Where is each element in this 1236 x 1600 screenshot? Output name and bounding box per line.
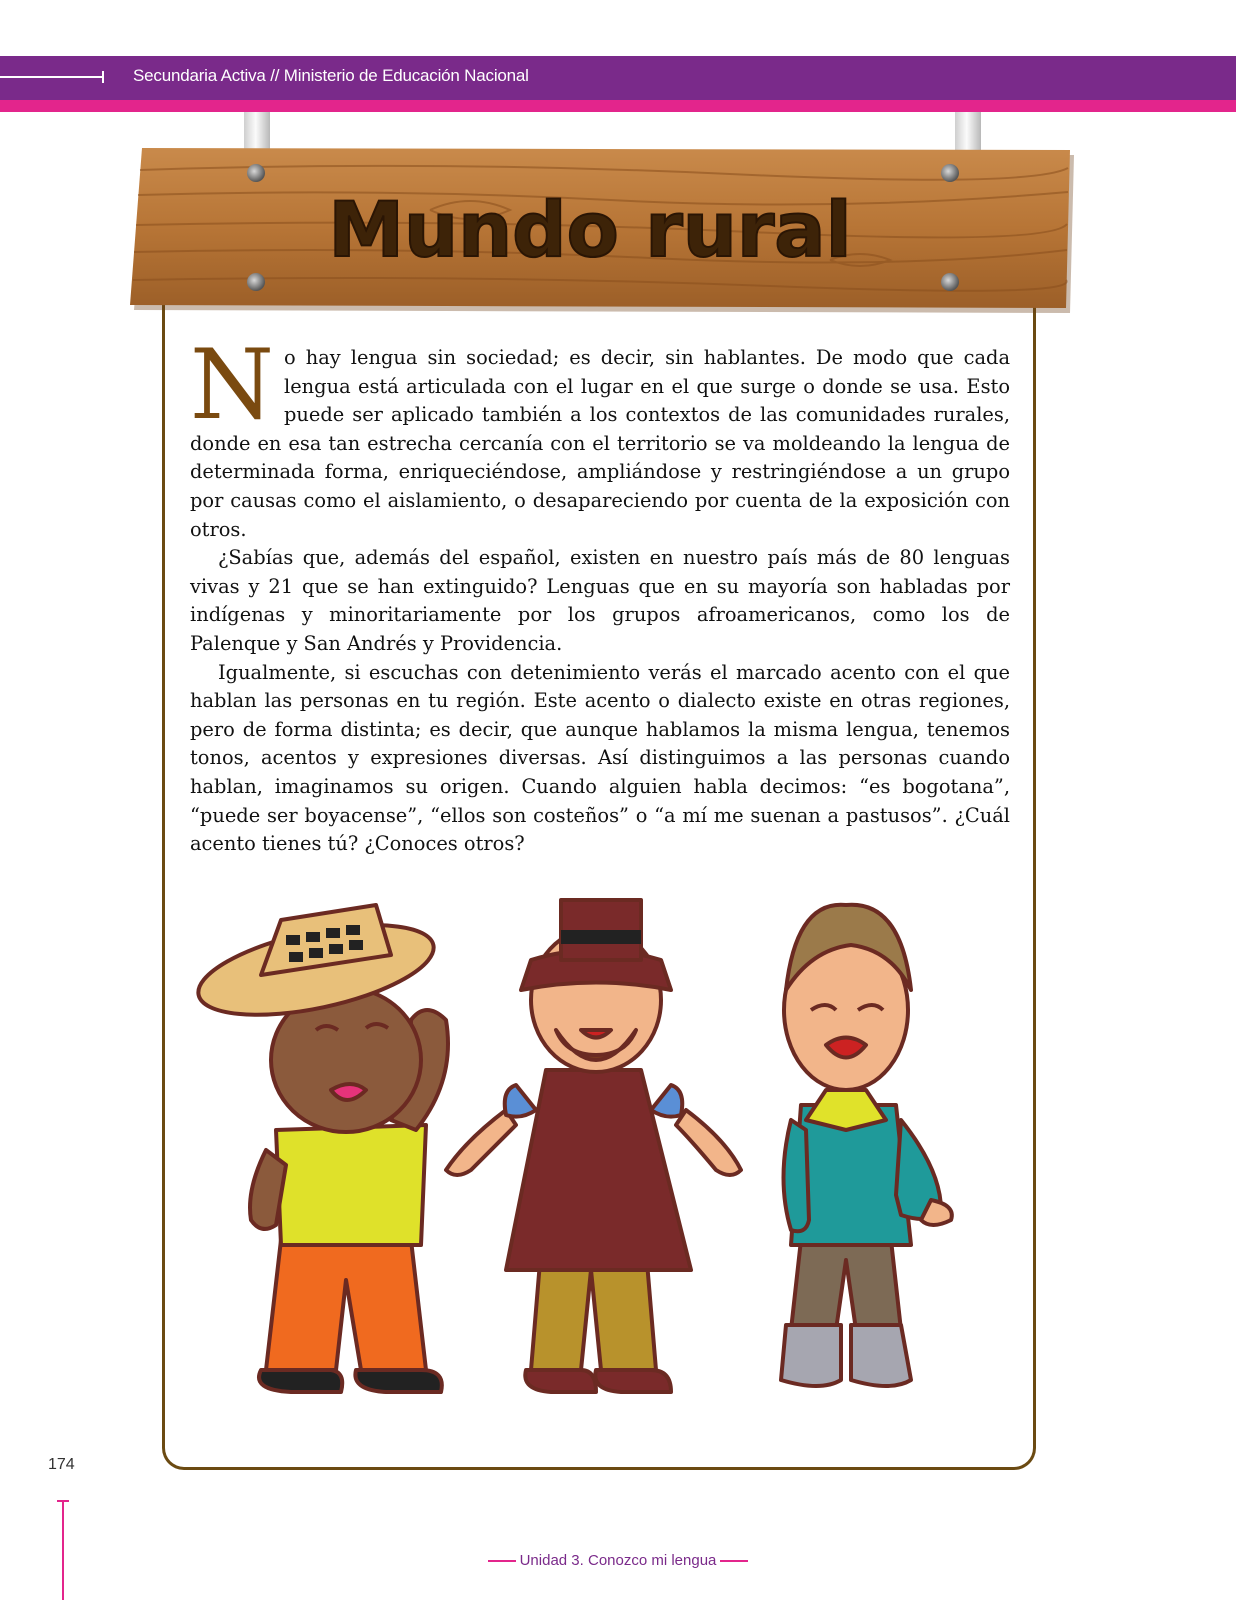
sign-title: Mundo rural: [328, 185, 852, 274]
header-rule-tick: [102, 71, 104, 83]
paragraph-2: ¿Sabías que, además del español, existen en nuestro país más de 80 lenguas vivas y 21 que se han extinguido? Lenguas que en su mayoría son habladas por indígenas y minoritariamente por los grupos afroamericanos, como los de Palenque y San Andrés y Providencia.: [190, 546, 1010, 655]
paragraph-3: Igualmente, si escuchas con detenimiento verás el marcado acento con el que hablan las personas en tu región. Este acento o dialecto existe en otras regiones, pero de forma distinta; es decir, que aunque hablamos la misma lengua, tenemos tonos, acentos y expresiones diversas. Así distinguimos a las personas cuando hablan, imaginamos su origen. Cuando alguien habla decimos: “es bogotana”, “puede ser boyacense”, “ellos son costeños” o “a mí me suenan a pastusos”. ¿Cuál acento tienes tú? ¿Conoces otros?: [190, 660, 1010, 856]
footer-bar-right: [720, 1560, 748, 1562]
footer-unit-title: Conozco mi lengua: [587, 1552, 717, 1569]
footer-bar-left: [488, 1560, 516, 1562]
paragraph-1: [190, 329, 1010, 544]
character-boyacense: [446, 900, 741, 1392]
paragraph-1-text: o hay lengua sin sociedad; es decir, sin hablantes. De modo que cada lengua está articulada con el lugar en el que surge o donde se usa. Esto puede ser aplicado también a los contextos de las comunidades rurales, donde en esa tan estrecha cercanía con el territorio se va moldeando la lengua de determinada forma, enriqueciéndose, ampliándose y restringiéndose a un grupo por causas como el aislamiento, o desapareciendo por cuenta de la exposición con otros.: [190, 346, 1010, 541]
footer: [0, 1552, 1236, 1569]
footer-unit: Unidad 3.: [519, 1552, 584, 1569]
header-accent-stripe: [0, 100, 1236, 112]
header-rule: [0, 76, 104, 78]
left-margin-rule: [62, 1500, 64, 1600]
character-pastuso: [781, 905, 952, 1386]
article-body: [190, 329, 1010, 859]
wooden-sign: [130, 140, 1075, 320]
header-title: Secundaria Activa // Ministerio de Educación Nacional: [133, 66, 529, 85]
drop-cap: N: [190, 329, 274, 441]
page-number: 174: [48, 1456, 75, 1473]
characters-illustration: [186, 880, 996, 1450]
character-costeno: [191, 905, 448, 1392]
